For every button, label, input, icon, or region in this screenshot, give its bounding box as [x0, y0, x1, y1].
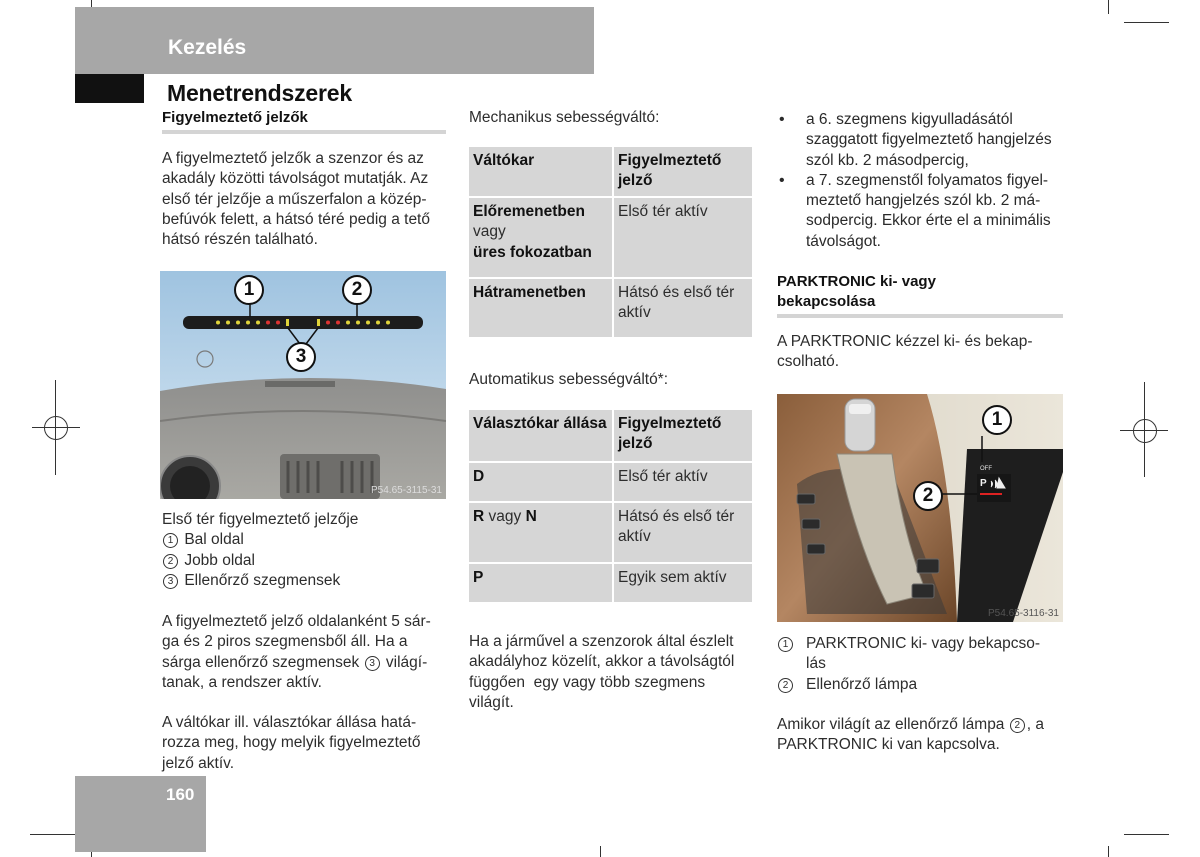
list-item	[777, 171, 1077, 252]
page-number: 160	[166, 785, 195, 804]
table-cell	[469, 463, 614, 503]
caption-item	[777, 634, 1077, 675]
table-header-cell: Figyelmeztető jelző	[614, 147, 752, 198]
crop-mark	[1108, 846, 1109, 857]
segments-paragraph	[162, 612, 452, 693]
warning-sound-list	[777, 110, 1077, 252]
approach-paragraph	[469, 632, 759, 713]
text-span: Amikor világít az ellenőrző lámpa	[777, 716, 1009, 733]
callout-3: 3	[286, 342, 316, 372]
text-line: akadály közötti távolságot mutatják. Az	[162, 170, 429, 188]
subsection-title-text: Figyelmeztető jelzők	[162, 109, 308, 126]
manual-transmission-table	[469, 147, 752, 339]
text-line: távolságot.	[806, 232, 881, 250]
dashboard-illustration	[160, 271, 446, 499]
table-cell: Első tér aktív	[614, 198, 752, 279]
table-header-cell: Figyelmeztető jelző	[614, 410, 752, 463]
text-line: hátsó részén található.	[162, 231, 318, 249]
callout-1: 1	[234, 275, 264, 305]
bold-text: D	[473, 468, 485, 485]
table-cell	[469, 279, 614, 339]
manual-transmission-label: Mechanikus sebességváltó:	[469, 109, 660, 126]
table-cell: Hátsó és első tér aktív	[614, 503, 752, 564]
text-line: akadályhoz közelít, akkor a távolságtól	[469, 653, 735, 671]
section-title: Menetrendszerek	[167, 80, 352, 106]
legend-number: 1	[778, 637, 793, 652]
parktronic-paragraph	[777, 332, 1077, 373]
table-header-cell: Váltókar	[469, 147, 614, 198]
selector-paragraph	[162, 713, 452, 774]
list-item	[777, 110, 1077, 171]
caption-item	[777, 675, 1077, 695]
caption-item	[162, 530, 452, 550]
text-line: csolható.	[777, 353, 840, 371]
caption-item	[162, 551, 452, 571]
legend-number: 2	[163, 554, 178, 569]
callout-2: 2	[342, 275, 372, 305]
text-line: világít.	[469, 693, 514, 711]
text-line: a 7. szegmenstől folyamatos figyel-	[806, 171, 1049, 189]
crop-mark	[1124, 22, 1169, 23]
table-cell: Első tér aktív	[614, 463, 752, 503]
text-line: a 6. szegmens kigyulladásától	[806, 111, 1013, 128]
text-line	[777, 715, 1077, 735]
table-row	[469, 198, 752, 279]
text-line: függően egy vagy több szegmens	[469, 673, 706, 691]
registration-circle	[1133, 419, 1157, 443]
text-line: ga és 2 piros szegmensből áll. Ha a	[162, 633, 408, 651]
caption-text: lás	[806, 655, 826, 673]
bold-text: P	[473, 569, 484, 586]
text-line: sodpercig. Ekkor érte el a minimális	[806, 212, 1051, 230]
text-line	[162, 653, 452, 673]
legend-number: 2	[778, 678, 793, 693]
table-header-cell: Választókar állása	[469, 410, 614, 463]
caption-text: Ellenőrző lámpa	[806, 675, 918, 693]
crop-mark	[30, 834, 75, 835]
intro-paragraph	[162, 149, 452, 250]
text-line: első tér jelzője a műszerfalon a közép-	[162, 190, 427, 208]
figure-code: P54.65-3116-31	[988, 608, 1059, 619]
text-line: Ha a járművel a szenzorok által észlelt	[469, 633, 734, 650]
p-label: P	[980, 478, 987, 489]
caption-item	[162, 571, 452, 591]
chapter-title: Kezelés	[168, 36, 247, 59]
text-line: PARKTRONIC ki van kapcsolva.	[777, 736, 1000, 754]
text-span: sárga ellenőrző szegmensek	[162, 653, 364, 671]
text-line: A figyelmeztető jelzők a szenzor és az	[162, 150, 424, 167]
crop-mark	[1124, 834, 1169, 835]
legend-number: 3	[163, 574, 178, 589]
legend-number: 3	[365, 656, 380, 671]
section-tab	[75, 74, 144, 103]
text-line: tanak, a rendszer aktív.	[162, 673, 322, 691]
automatic-transmission-table	[469, 410, 752, 604]
dashboard-figure	[160, 271, 446, 499]
text-line: rozza meg, hogy melyik figyelmeztető	[162, 734, 421, 752]
text-span: , a	[1026, 716, 1044, 733]
text-line: szaggatott figyelmeztető hangjelzés	[806, 131, 1052, 149]
indicator-paragraph	[777, 715, 1077, 756]
text-span: vagy	[473, 223, 506, 241]
table-cell	[469, 503, 614, 564]
table-row	[469, 503, 752, 564]
table-header-row	[469, 410, 752, 463]
legend-number: 2	[1010, 718, 1025, 733]
table-row	[469, 279, 752, 339]
console-caption	[777, 634, 1077, 695]
figure-caption	[162, 510, 452, 591]
caption-text: PARKTRONIC ki- vagy bekapcso-	[806, 635, 1040, 652]
callout-2: 2	[913, 481, 943, 511]
automatic-transmission-label: Automatikus sebességváltó*:	[469, 371, 669, 388]
legend-number: 1	[163, 533, 178, 548]
bold-text: R	[473, 508, 485, 525]
crop-mark	[1108, 0, 1109, 14]
table-cell: Egyik sem aktív	[614, 564, 752, 604]
text-span: világí-	[381, 653, 428, 671]
text-line: szól kb. 2 másodpercig,	[806, 151, 969, 169]
bold-text: Hátramenetben	[473, 284, 586, 301]
caption-text: Ellenőrző szegmensek	[184, 571, 341, 589]
table-cell	[469, 198, 614, 279]
caption-text: Bal oldal	[184, 531, 244, 549]
text-line: jelző aktív.	[162, 754, 235, 772]
header-band	[75, 7, 594, 74]
text-line: A figyelmeztető jelző oldalanként 5 sár-	[162, 613, 431, 630]
table-row	[469, 463, 752, 503]
figure-code: P54.65-3115-31	[371, 485, 442, 496]
crop-mark	[600, 846, 601, 857]
text-line: bekapcsolása	[777, 293, 876, 310]
text-line: meztető hangjelzés szól kb. 2 má-	[806, 192, 1041, 210]
bold-text: N	[525, 508, 537, 525]
table-header-row	[469, 147, 752, 198]
caption-text: Jobb oldal	[184, 551, 255, 569]
subsection-title	[162, 108, 446, 134]
text-line: befúvók felett, a hátsó téré pedig a tető	[162, 210, 430, 228]
table-cell	[469, 564, 614, 604]
table-cell: Hátsó és első tér aktív	[614, 279, 752, 339]
text-line: PARKTRONIC ki- vagy	[777, 273, 936, 290]
text-span: vagy	[484, 508, 526, 525]
parktronic-subsection-title	[777, 272, 1063, 318]
console-figure	[777, 394, 1063, 622]
off-label: OFF	[980, 466, 992, 472]
registration-circle	[44, 416, 68, 440]
bold-text: üres fokozatban	[473, 243, 592, 261]
text-line: A PARKTRONIC kézzel ki- és bekap-	[777, 333, 1033, 350]
callout-1: 1	[982, 405, 1012, 435]
text-line: A váltókar ill. választókar állása hatá-	[162, 714, 417, 731]
table-row	[469, 564, 752, 604]
caption-title: Első tér figyelmeztető jelzője	[162, 511, 359, 528]
bold-text: Előremenetben	[473, 203, 585, 220]
